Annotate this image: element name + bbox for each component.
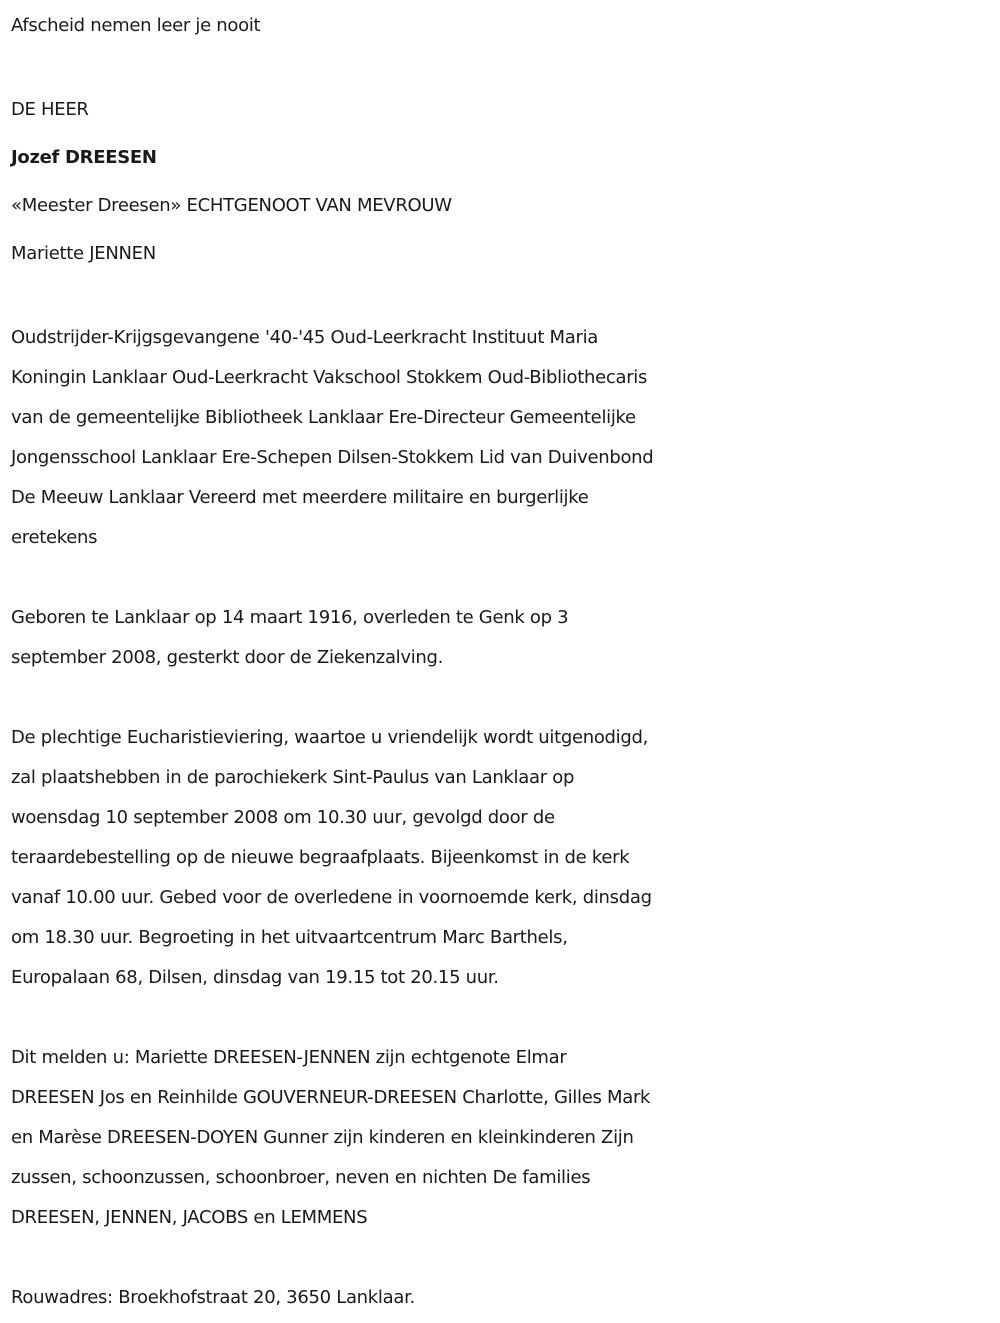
biography [11,318,996,558]
ceremony-line: vanaf 10.00 uur. Gebed voor de overledene in voornoemde kerk, dinsdag [11,887,652,908]
biography-line: Koningin Lanklaar Oud-Leerkracht Vakschool Stokkem Oud-Bibliothecaris [11,367,648,388]
ceremony-line: teraardebestelling op de nieuwe begraafplaats. Bijeenkomst in de kerk [11,847,630,868]
ceremony-line: De plechtige Eucharistieviering, waartoe u vriendelijk wordt uitgenodigd, [11,727,649,748]
motto: Afscheid nemen leer je nooit [11,15,261,36]
nickname-spouse-line: «Meester Dreesen» ECHTGENOOT VAN MEVROUW [11,195,452,216]
ceremony-line: om 18.30 uur. Begroeting in het uitvaartcentrum Marc Barthels, [11,927,568,948]
family-line: DREESEN, JENNEN, JACOBS en LEMMENS [11,1207,368,1228]
ceremony-info [11,718,996,998]
family-line: Dit melden u: Mariette DREESEN-JENNEN zijn echtgenote Elmar [11,1047,567,1068]
ceremony-line: Europalaan 68, Dilsen, dinsdag van 19.15 tot 20.15 uur. [11,967,499,988]
birth-death-info [11,598,996,678]
biography-line: De Meeuw Lanklaar Vereerd met meerdere militaire en burgerlijke [11,487,589,508]
family-line: en Marèse DREESEN-DOYEN Gunner zijn kinderen en kleinkinderen Zijn [11,1127,634,1148]
biography-line: Jongensschool Lanklaar Ere-Schepen Dilsen-Stokkem Lid van Duivenbond [11,447,654,468]
death-notice [11,0,996,1318]
title-prefix: DE HEER [11,99,89,120]
ceremony-line: woensdag 10 september 2008 om 10.30 uur, gevolgd door de [11,807,555,828]
biography-line: van de gemeentelijke Bibliotheek Lanklaar Ere-Directeur Gemeentelijke [11,407,636,428]
biography-line: eretekens [11,527,98,548]
family-line: DREESEN Jos en Reinhilde GOUVERNEUR-DREESEN Charlotte, Gilles Mark [11,1087,651,1108]
spouse-name: Mariette JENNEN [11,243,156,264]
family-line: zussen, schoonzussen, schoonbroer, neven en nichten De families [11,1167,591,1188]
family-announcement [11,1038,996,1238]
birth-death-line: Geboren te Lanklaar op 14 maart 1916, overleden te Genk op 3 [11,607,569,628]
deceased-name: Jozef DREESEN [11,147,157,168]
biography-line: Oudstrijder-Krijgsgevangene '40-'45 Oud-Leerkracht Instituut Maria [11,327,599,348]
mourning-address: Rouwadres: Broekhofstraat 20, 3650 Lanklaar. [11,1287,415,1308]
birth-death-line: september 2008, gesterkt door de Ziekenzalving. [11,647,444,668]
ceremony-line: zal plaatshebben in de parochiekerk Sint-Paulus van Lanklaar op [11,767,575,788]
